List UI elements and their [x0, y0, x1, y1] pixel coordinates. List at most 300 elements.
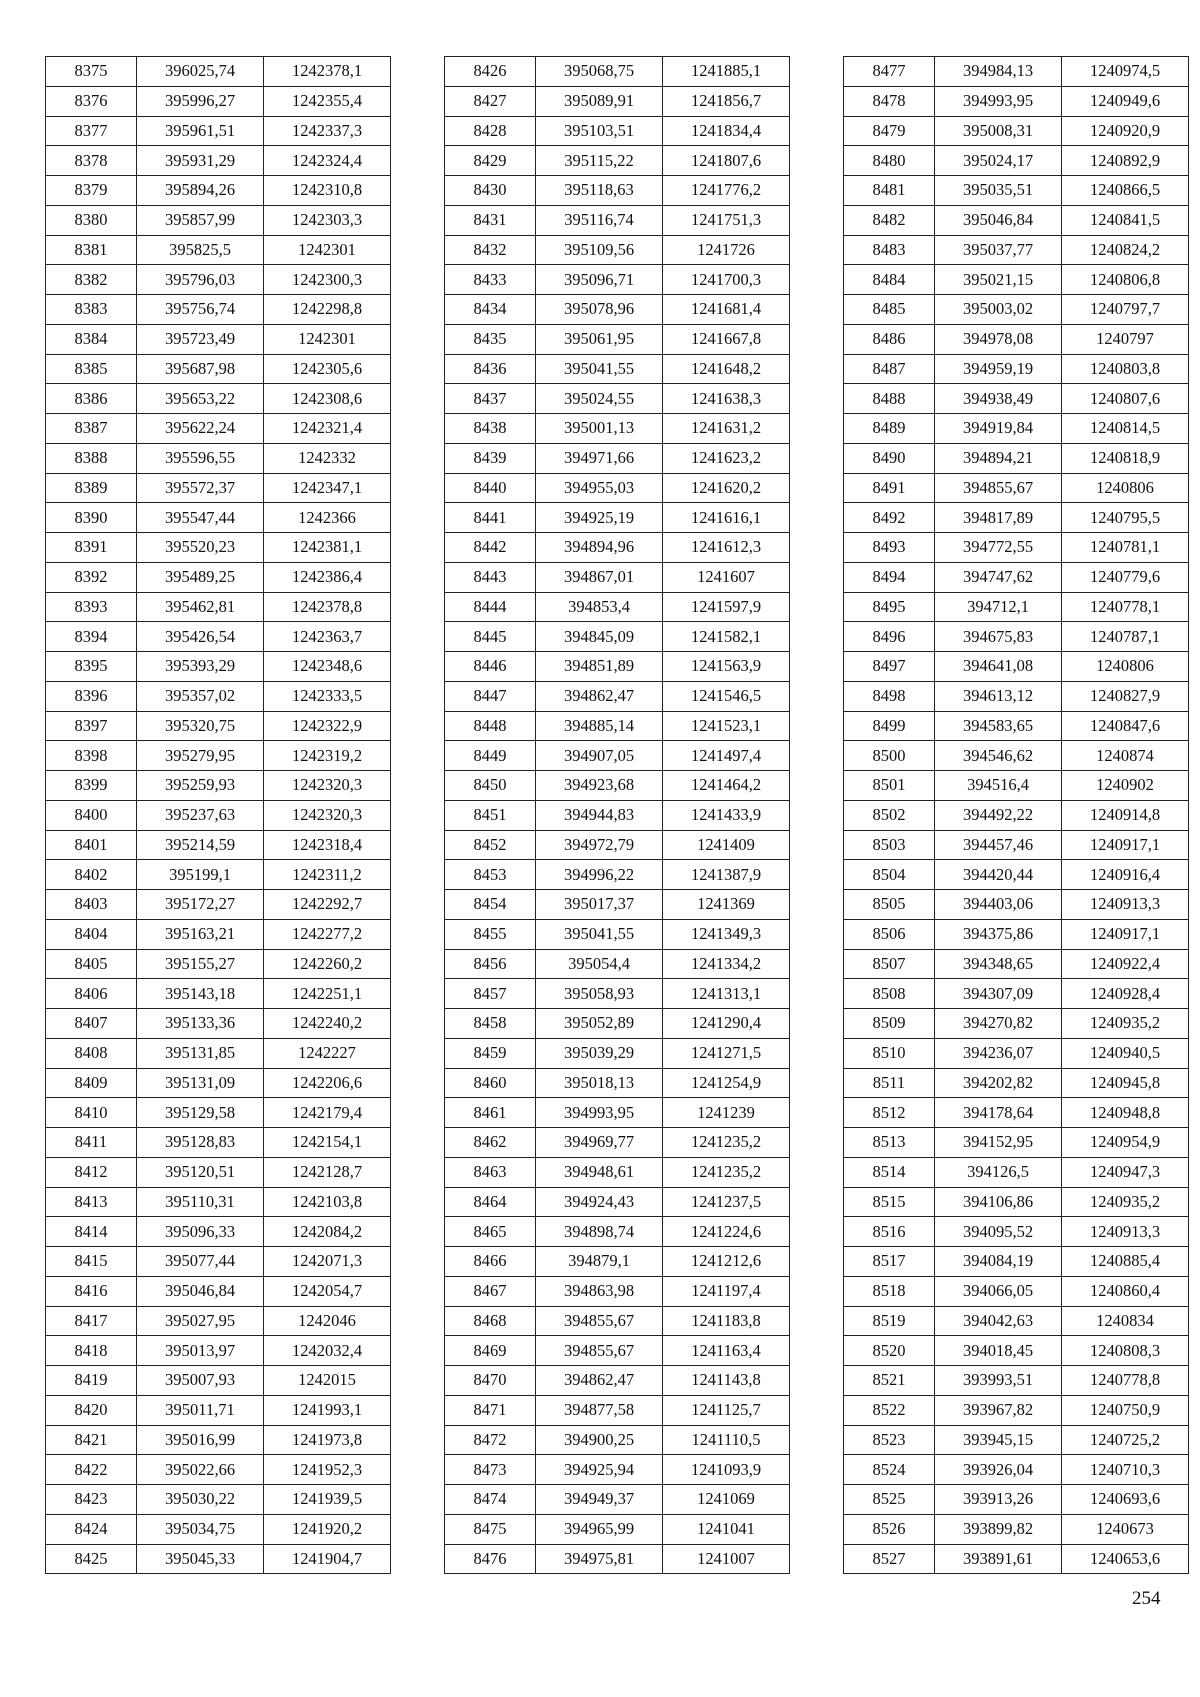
table-row [844, 1157, 1189, 1187]
point-number-cell: 8438 [445, 414, 536, 444]
y-coordinate-cell: 1241069 [663, 1485, 790, 1515]
y-coordinate-cell: 1242320,3 [264, 771, 391, 801]
point-number-cell: 8461 [445, 1098, 536, 1128]
point-number-cell: 8482 [844, 205, 935, 235]
x-coordinate-cell: 394420,44 [935, 860, 1062, 890]
table-row [844, 1038, 1189, 1068]
point-number-cell: 8518 [844, 1276, 935, 1306]
table-row [445, 1217, 790, 1247]
table-row [445, 1098, 790, 1128]
point-number-cell: 8460 [445, 1068, 536, 1098]
table-row [46, 57, 391, 87]
y-coordinate-cell: 1241387,9 [663, 860, 790, 890]
y-coordinate-cell: 1240827,9 [1062, 681, 1189, 711]
x-coordinate-cell: 394863,98 [536, 1276, 663, 1306]
point-number-cell: 8516 [844, 1217, 935, 1247]
point-number-cell: 8458 [445, 1009, 536, 1039]
x-coordinate-cell: 395045,33 [137, 1544, 264, 1574]
x-coordinate-cell: 395008,31 [935, 116, 1062, 146]
x-coordinate-cell: 395022,66 [137, 1455, 264, 1485]
point-number-cell: 8403 [46, 890, 137, 920]
y-coordinate-cell: 1242324,4 [264, 146, 391, 176]
x-coordinate-cell: 395116,74 [536, 205, 663, 235]
point-number-cell: 8509 [844, 1009, 935, 1039]
x-coordinate-cell: 394403,06 [935, 890, 1062, 920]
y-coordinate-cell: 1241993,1 [264, 1395, 391, 1425]
table-row [46, 205, 391, 235]
point-number-cell: 8503 [844, 830, 935, 860]
point-number-cell: 8383 [46, 295, 137, 325]
table-row [445, 1514, 790, 1544]
point-number-cell: 8466 [445, 1247, 536, 1277]
point-number-cell: 8385 [46, 354, 137, 384]
y-coordinate-cell: 1240795,5 [1062, 503, 1189, 533]
x-coordinate-cell: 395061,95 [536, 324, 663, 354]
x-coordinate-cell: 395237,63 [137, 800, 264, 830]
x-coordinate-cell: 394879,1 [536, 1247, 663, 1277]
x-coordinate-cell: 395041,55 [536, 919, 663, 949]
table-row [844, 711, 1189, 741]
point-number-cell: 8500 [844, 741, 935, 771]
x-coordinate-cell: 395110,31 [137, 1187, 264, 1217]
y-coordinate-cell: 1241334,2 [663, 949, 790, 979]
point-number-cell: 8487 [844, 354, 935, 384]
table-row [844, 116, 1189, 146]
point-number-cell: 8375 [46, 57, 137, 87]
x-coordinate-cell: 394855,67 [536, 1336, 663, 1366]
point-number-cell: 8409 [46, 1068, 137, 1098]
table-row [844, 1306, 1189, 1336]
table-row [46, 830, 391, 860]
table-row [46, 1485, 391, 1515]
y-coordinate-cell: 1242179,4 [264, 1098, 391, 1128]
point-number-cell: 8390 [46, 503, 137, 533]
x-coordinate-cell: 395030,22 [137, 1485, 264, 1515]
y-coordinate-cell: 1241290,4 [663, 1009, 790, 1039]
point-number-cell: 8419 [46, 1366, 137, 1396]
x-coordinate-cell: 395393,29 [137, 652, 264, 682]
table-row [844, 652, 1189, 682]
x-coordinate-cell: 395089,91 [536, 86, 663, 116]
y-coordinate-cell: 1241856,7 [663, 86, 790, 116]
x-coordinate-cell: 395155,27 [137, 949, 264, 979]
point-number-cell: 8394 [46, 622, 137, 652]
y-coordinate-cell: 1240947,3 [1062, 1157, 1189, 1187]
y-coordinate-cell: 1241681,4 [663, 295, 790, 325]
point-number-cell: 8489 [844, 414, 935, 444]
table-row [46, 414, 391, 444]
point-number-cell: 8416 [46, 1276, 137, 1306]
table-row [445, 1187, 790, 1217]
y-coordinate-cell: 1241546,5 [663, 681, 790, 711]
point-number-cell: 8379 [46, 176, 137, 206]
table-row [46, 1157, 391, 1187]
y-coordinate-cell: 1242032,4 [264, 1336, 391, 1366]
point-number-cell: 8476 [445, 1544, 536, 1574]
y-coordinate-cell: 1240673 [1062, 1514, 1189, 1544]
page-number: 254 [1132, 1588, 1161, 1609]
point-number-cell: 8434 [445, 295, 536, 325]
table-row [844, 57, 1189, 87]
table-row [844, 771, 1189, 801]
x-coordinate-cell: 394202,82 [935, 1068, 1062, 1098]
y-coordinate-cell: 1241612,3 [663, 533, 790, 563]
point-number-cell: 8504 [844, 860, 935, 890]
x-coordinate-cell: 395118,63 [536, 176, 663, 206]
y-coordinate-cell: 1241313,1 [663, 979, 790, 1009]
table-row [445, 711, 790, 741]
x-coordinate-cell: 395489,25 [137, 562, 264, 592]
y-coordinate-cell: 1242300,3 [264, 265, 391, 295]
y-coordinate-cell: 1240806 [1062, 473, 1189, 503]
x-coordinate-cell: 394971,66 [536, 443, 663, 473]
y-coordinate-cell: 1240940,5 [1062, 1038, 1189, 1068]
point-number-cell: 8451 [445, 800, 536, 830]
y-coordinate-cell: 1240913,3 [1062, 890, 1189, 920]
x-coordinate-cell: 394993,95 [536, 1098, 663, 1128]
point-number-cell: 8433 [445, 265, 536, 295]
table-row [445, 949, 790, 979]
y-coordinate-cell: 1240916,4 [1062, 860, 1189, 890]
y-coordinate-cell: 1242363,7 [264, 622, 391, 652]
y-coordinate-cell: 1240814,5 [1062, 414, 1189, 444]
x-coordinate-cell: 395320,75 [137, 711, 264, 741]
y-coordinate-cell: 1240913,3 [1062, 1217, 1189, 1247]
x-coordinate-cell: 394923,68 [536, 771, 663, 801]
y-coordinate-cell: 1242348,6 [264, 652, 391, 682]
x-coordinate-cell: 395024,17 [935, 146, 1062, 176]
x-coordinate-cell: 395078,96 [536, 295, 663, 325]
point-number-cell: 8401 [46, 830, 137, 860]
table-row [844, 1366, 1189, 1396]
x-coordinate-cell: 395653,22 [137, 384, 264, 414]
y-coordinate-cell: 1242308,6 [264, 384, 391, 414]
table-row [445, 830, 790, 860]
y-coordinate-cell: 1242015 [264, 1366, 391, 1396]
x-coordinate-cell: 394018,45 [935, 1336, 1062, 1366]
y-coordinate-cell: 1240920,9 [1062, 116, 1189, 146]
table-row [445, 800, 790, 830]
table-row [445, 235, 790, 265]
table-row [46, 176, 391, 206]
y-coordinate-cell: 1241620,2 [663, 473, 790, 503]
x-coordinate-cell: 394924,43 [536, 1187, 663, 1217]
table-row [844, 205, 1189, 235]
x-coordinate-cell: 394975,81 [536, 1544, 663, 1574]
point-number-cell: 8441 [445, 503, 536, 533]
x-coordinate-cell: 395039,29 [536, 1038, 663, 1068]
y-coordinate-cell: 1240710,3 [1062, 1455, 1189, 1485]
x-coordinate-cell: 395128,83 [137, 1128, 264, 1158]
table-row [46, 592, 391, 622]
point-number-cell: 8492 [844, 503, 935, 533]
table-row [445, 1068, 790, 1098]
point-number-cell: 8464 [445, 1187, 536, 1217]
table-row [445, 1247, 790, 1277]
table-row [844, 681, 1189, 711]
x-coordinate-cell: 395825,5 [137, 235, 264, 265]
y-coordinate-cell: 1241885,1 [663, 57, 790, 87]
table-row [445, 1485, 790, 1515]
y-coordinate-cell: 1241237,5 [663, 1187, 790, 1217]
point-number-cell: 8525 [844, 1485, 935, 1515]
point-number-cell: 8493 [844, 533, 935, 563]
table-row [46, 384, 391, 414]
y-coordinate-cell: 1242366 [264, 503, 391, 533]
x-coordinate-cell: 394066,05 [935, 1276, 1062, 1306]
table-row [46, 1425, 391, 1455]
point-number-cell: 8415 [46, 1247, 137, 1277]
x-coordinate-cell: 395133,36 [137, 1009, 264, 1039]
y-coordinate-cell: 1240935,2 [1062, 1009, 1189, 1039]
y-coordinate-cell: 1241623,2 [663, 443, 790, 473]
point-number-cell: 8408 [46, 1038, 137, 1068]
y-coordinate-cell: 1241582,1 [663, 622, 790, 652]
table-row [445, 384, 790, 414]
y-coordinate-cell: 1241163,4 [663, 1336, 790, 1366]
y-coordinate-cell: 1241667,8 [663, 324, 790, 354]
point-number-cell: 8424 [46, 1514, 137, 1544]
x-coordinate-cell: 394855,67 [536, 1306, 663, 1336]
point-number-cell: 8469 [445, 1336, 536, 1366]
x-coordinate-cell: 394969,77 [536, 1128, 663, 1158]
y-coordinate-cell: 1241597,9 [663, 592, 790, 622]
table-row [46, 949, 391, 979]
point-number-cell: 8508 [844, 979, 935, 1009]
table-row [844, 1425, 1189, 1455]
x-coordinate-cell: 394375,86 [935, 919, 1062, 949]
table-row [445, 176, 790, 206]
table-row [844, 1068, 1189, 1098]
y-coordinate-cell: 1241093,9 [663, 1455, 790, 1485]
x-coordinate-cell: 394641,08 [935, 652, 1062, 682]
x-coordinate-cell: 395054,4 [536, 949, 663, 979]
y-coordinate-cell: 1242206,6 [264, 1068, 391, 1098]
point-number-cell: 8442 [445, 533, 536, 563]
point-number-cell: 8389 [46, 473, 137, 503]
table-row [445, 919, 790, 949]
y-coordinate-cell: 1241726 [663, 235, 790, 265]
y-coordinate-cell: 1241235,2 [663, 1157, 790, 1187]
table-row [46, 979, 391, 1009]
x-coordinate-cell: 395129,58 [137, 1098, 264, 1128]
x-coordinate-cell: 395109,56 [536, 235, 663, 265]
point-number-cell: 8439 [445, 443, 536, 473]
point-number-cell: 8511 [844, 1068, 935, 1098]
table-row [844, 1514, 1189, 1544]
point-number-cell: 8457 [445, 979, 536, 1009]
point-number-cell: 8431 [445, 205, 536, 235]
y-coordinate-cell: 1242298,8 [264, 295, 391, 325]
table-row [844, 443, 1189, 473]
x-coordinate-cell: 395520,23 [137, 533, 264, 563]
x-coordinate-cell: 394817,89 [935, 503, 1062, 533]
point-number-cell: 8455 [445, 919, 536, 949]
x-coordinate-cell: 394867,01 [536, 562, 663, 592]
table-row [445, 1336, 790, 1366]
point-number-cell: 8429 [445, 146, 536, 176]
y-coordinate-cell: 1241751,3 [663, 205, 790, 235]
table-row [46, 354, 391, 384]
x-coordinate-cell: 393891,61 [935, 1544, 1062, 1574]
y-coordinate-cell: 1240781,1 [1062, 533, 1189, 563]
point-number-cell: 8486 [844, 324, 935, 354]
y-coordinate-cell: 1240866,5 [1062, 176, 1189, 206]
point-number-cell: 8459 [445, 1038, 536, 1068]
x-coordinate-cell: 394959,19 [935, 354, 1062, 384]
point-number-cell: 8411 [46, 1128, 137, 1158]
x-coordinate-cell: 394907,05 [536, 741, 663, 771]
x-coordinate-cell: 393945,15 [935, 1425, 1062, 1455]
table-row [46, 235, 391, 265]
point-number-cell: 8378 [46, 146, 137, 176]
x-coordinate-cell: 395103,51 [536, 116, 663, 146]
point-number-cell: 8449 [445, 741, 536, 771]
y-coordinate-cell: 1241631,2 [663, 414, 790, 444]
table-row [46, 681, 391, 711]
point-number-cell: 8467 [445, 1276, 536, 1306]
y-coordinate-cell: 1242321,4 [264, 414, 391, 444]
y-coordinate-cell: 1240834 [1062, 1306, 1189, 1336]
point-number-cell: 8391 [46, 533, 137, 563]
point-number-cell: 8410 [46, 1098, 137, 1128]
table-row [445, 592, 790, 622]
table-row [844, 86, 1189, 116]
table-row [46, 1098, 391, 1128]
point-number-cell: 8454 [445, 890, 536, 920]
table-row [844, 622, 1189, 652]
table-row [445, 443, 790, 473]
y-coordinate-cell: 1241212,6 [663, 1247, 790, 1277]
x-coordinate-cell: 395426,54 [137, 622, 264, 652]
point-number-cell: 8427 [445, 86, 536, 116]
table-row [844, 1217, 1189, 1247]
y-coordinate-cell: 1242310,8 [264, 176, 391, 206]
y-coordinate-cell: 1242301 [264, 235, 391, 265]
table-row [844, 295, 1189, 325]
y-coordinate-cell: 1240945,8 [1062, 1068, 1189, 1098]
point-number-cell: 8462 [445, 1128, 536, 1158]
y-coordinate-cell: 1241254,9 [663, 1068, 790, 1098]
y-coordinate-cell: 1240948,8 [1062, 1098, 1189, 1128]
x-coordinate-cell: 395357,02 [137, 681, 264, 711]
table-row [46, 652, 391, 682]
table-row [445, 1366, 790, 1396]
y-coordinate-cell: 1240787,1 [1062, 622, 1189, 652]
x-coordinate-cell: 395723,49 [137, 324, 264, 354]
table-row [46, 1395, 391, 1425]
x-coordinate-cell: 394996,22 [536, 860, 663, 890]
y-coordinate-cell: 1241041 [663, 1514, 790, 1544]
point-number-cell: 8465 [445, 1217, 536, 1247]
table-row [844, 1485, 1189, 1515]
table-row [445, 324, 790, 354]
point-number-cell: 8425 [46, 1544, 137, 1574]
point-number-cell: 8418 [46, 1336, 137, 1366]
x-coordinate-cell: 394972,79 [536, 830, 663, 860]
table-row [844, 890, 1189, 920]
table-row [445, 503, 790, 533]
x-coordinate-cell: 395034,75 [137, 1514, 264, 1544]
y-coordinate-cell: 1242071,3 [264, 1247, 391, 1277]
y-coordinate-cell: 1241497,4 [663, 741, 790, 771]
y-coordinate-cell: 1240806,8 [1062, 265, 1189, 295]
point-number-cell: 8463 [445, 1157, 536, 1187]
y-coordinate-cell: 1241807,6 [663, 146, 790, 176]
y-coordinate-cell: 1241464,2 [663, 771, 790, 801]
x-coordinate-cell: 395931,29 [137, 146, 264, 176]
table-row [844, 324, 1189, 354]
table-row [46, 1247, 391, 1277]
y-coordinate-cell: 1240860,4 [1062, 1276, 1189, 1306]
table-row [844, 1187, 1189, 1217]
y-coordinate-cell: 1240779,6 [1062, 562, 1189, 592]
y-coordinate-cell: 1240818,9 [1062, 443, 1189, 473]
table-row [844, 1455, 1189, 1485]
y-coordinate-cell: 1240803,8 [1062, 354, 1189, 384]
x-coordinate-cell: 394919,84 [935, 414, 1062, 444]
point-number-cell: 8517 [844, 1247, 935, 1277]
point-number-cell: 8392 [46, 562, 137, 592]
table-row [46, 265, 391, 295]
point-number-cell: 8405 [46, 949, 137, 979]
point-number-cell: 8430 [445, 176, 536, 206]
x-coordinate-cell: 395001,13 [536, 414, 663, 444]
table-row [844, 473, 1189, 503]
x-coordinate-cell: 395857,99 [137, 205, 264, 235]
table-row [445, 473, 790, 503]
y-coordinate-cell: 1240797,7 [1062, 295, 1189, 325]
point-number-cell: 8479 [844, 116, 935, 146]
y-coordinate-cell: 1241007 [663, 1544, 790, 1574]
table-row [844, 414, 1189, 444]
x-coordinate-cell: 393913,26 [935, 1485, 1062, 1515]
x-coordinate-cell: 395163,21 [137, 919, 264, 949]
point-number-cell: 8472 [445, 1425, 536, 1455]
table-row [844, 146, 1189, 176]
table-row [46, 1038, 391, 1068]
point-number-cell: 8380 [46, 205, 137, 235]
y-coordinate-cell: 1241433,9 [663, 800, 790, 830]
point-number-cell: 8406 [46, 979, 137, 1009]
y-coordinate-cell: 1240874 [1062, 741, 1189, 771]
y-coordinate-cell: 1241235,2 [663, 1128, 790, 1158]
x-coordinate-cell: 395961,51 [137, 116, 264, 146]
x-coordinate-cell: 394236,07 [935, 1038, 1062, 1068]
y-coordinate-cell: 1240693,6 [1062, 1485, 1189, 1515]
table-row [46, 800, 391, 830]
table-row [445, 622, 790, 652]
x-coordinate-cell: 395096,71 [536, 265, 663, 295]
y-coordinate-cell: 1242318,4 [264, 830, 391, 860]
point-number-cell: 8468 [445, 1306, 536, 1336]
point-number-cell: 8515 [844, 1187, 935, 1217]
table-row [445, 652, 790, 682]
y-coordinate-cell: 1242337,3 [264, 116, 391, 146]
y-coordinate-cell: 1240914,8 [1062, 800, 1189, 830]
y-coordinate-cell: 1242046 [264, 1306, 391, 1336]
x-coordinate-cell: 394898,74 [536, 1217, 663, 1247]
x-coordinate-cell: 394925,94 [536, 1455, 663, 1485]
table-row [844, 860, 1189, 890]
x-coordinate-cell: 394965,99 [536, 1514, 663, 1544]
y-coordinate-cell: 1240974,5 [1062, 57, 1189, 87]
table-row [445, 1425, 790, 1455]
point-number-cell: 8423 [46, 1485, 137, 1515]
point-number-cell: 8453 [445, 860, 536, 890]
table-row [445, 890, 790, 920]
x-coordinate-cell: 395011,71 [137, 1395, 264, 1425]
